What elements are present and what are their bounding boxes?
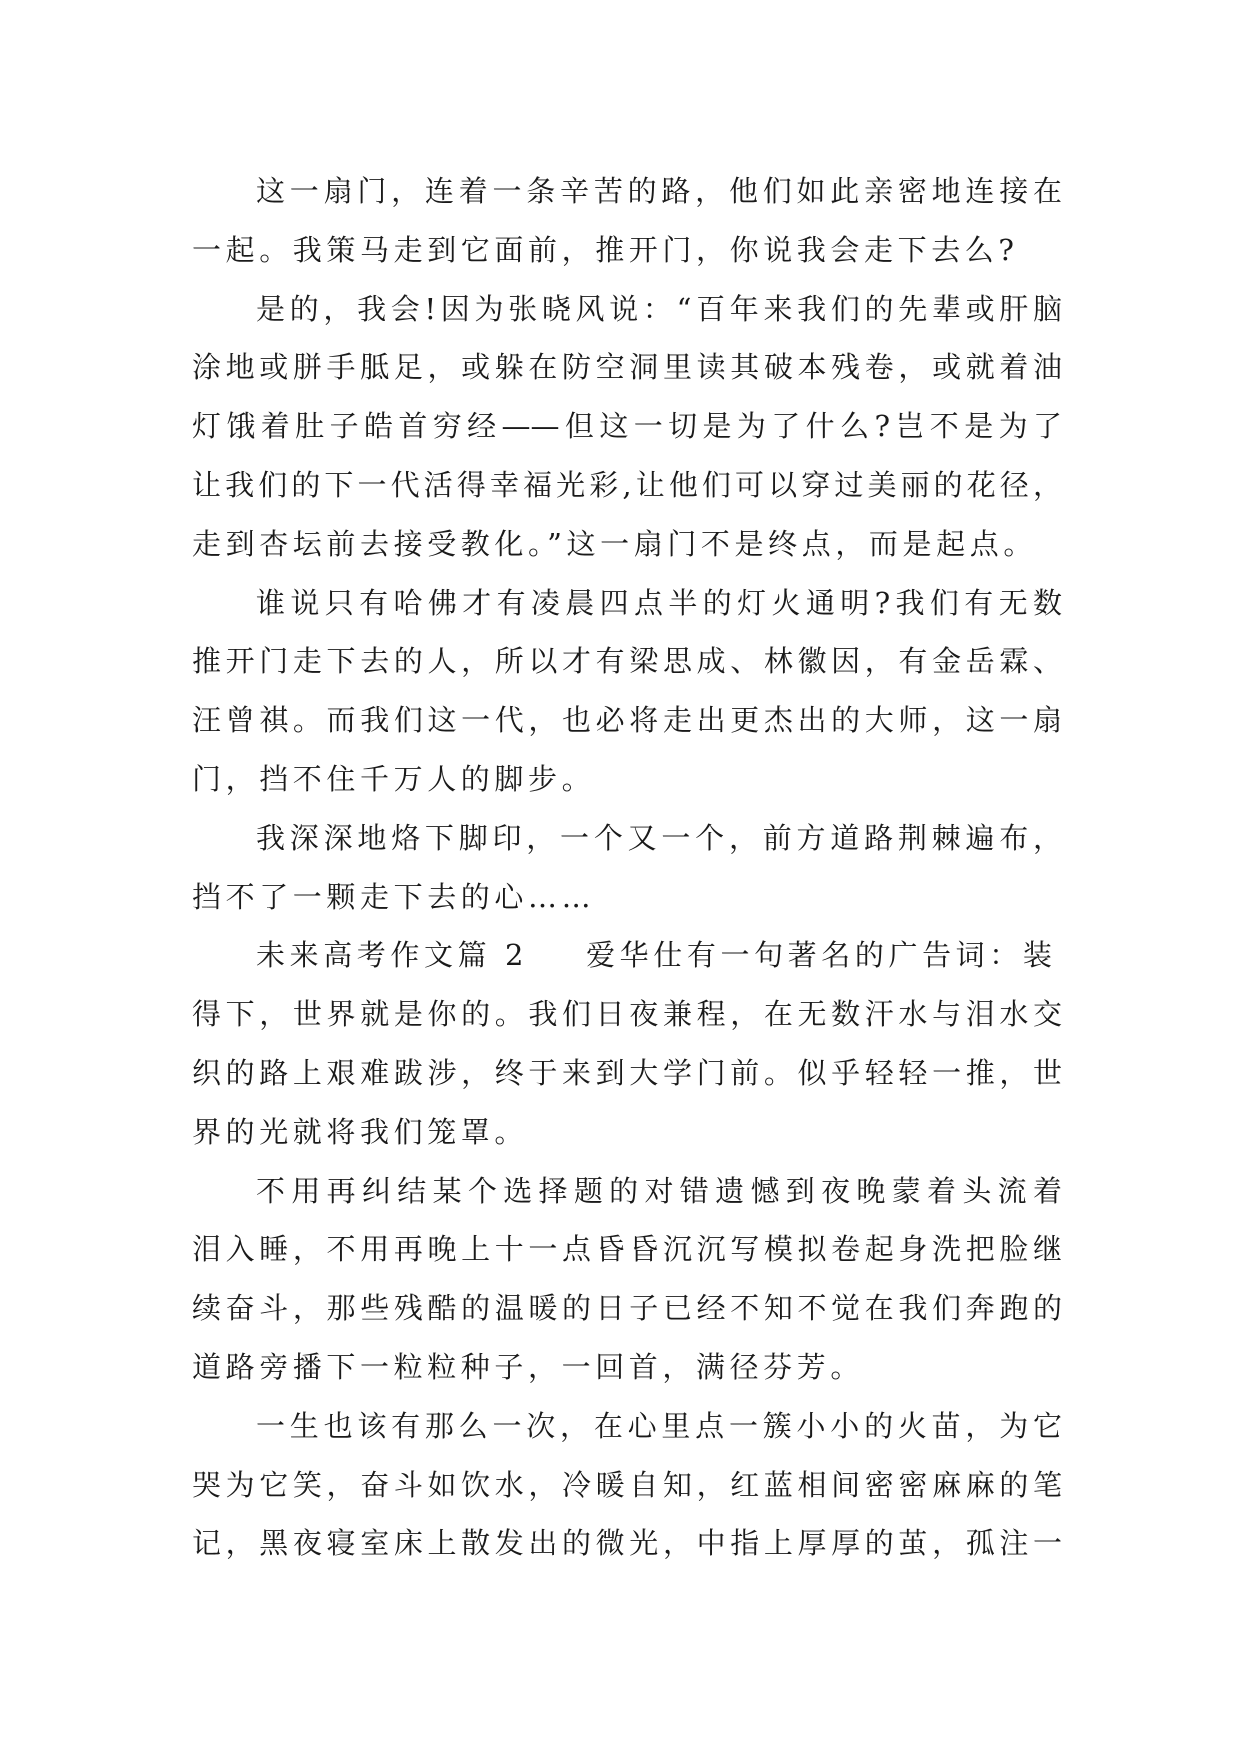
essay-body <box>192 162 1062 1573</box>
paragraph-line: 我深深地烙下脚印，一个又一个，前方道路荆棘遍布， <box>256 820 1062 855</box>
paragraph-line: 是的，我会!因为张晓风说：“百年来我们的先辈或肝脑 <box>256 291 1062 326</box>
paragraph-line: 界的光就将我们笼罩。 <box>192 1114 529 1149</box>
paragraph-line: 灯饿着肚子皓首穷经——但这一切是为了什么?岂不是为了 <box>192 409 1062 444</box>
paragraph-line: 走到杏坛前去接受教化。”这一扇门不是终点，而是起点。 <box>192 526 1037 561</box>
section-heading: 未来高考作文篇 2 <box>256 938 529 973</box>
paragraph-line: 让我们的下一代活得幸福光彩,让他们可以穿过美丽的花径， <box>192 467 1062 502</box>
paragraph-start: 爱华仕有一句著名的广告词：装 <box>586 938 1057 973</box>
paragraph-line: 涂地或胼手胝足，或躲在防空洞里读其破本残卷，或就着油 <box>192 350 1062 385</box>
paragraph-line: 挡不了一颗走下去的心…… <box>192 879 596 914</box>
paragraph-line: 不用再纠结某个选择题的对错遗憾到夜晚蒙着头流着 <box>256 1173 1062 1208</box>
paragraph-line: 一生也该有那么一次，在心里点一簇小小的火苗，为它 <box>256 1408 1062 1443</box>
paragraph-line: 推开门走下去的人，所以才有梁思成、林徽因，有金岳霖、 <box>192 644 1062 679</box>
paragraph-line: 这一扇门，连着一条辛苦的路，他们如此亲密地连接在 <box>256 174 1062 208</box>
paragraph-line: 续奋斗，那些残酷的温暖的日子已经不知不觉在我们奔跑的 <box>192 1291 1062 1326</box>
paragraph-line: 得下，世界就是你的。我们日夜兼程，在无数汗水与泪水交 <box>192 997 1062 1032</box>
paragraph-line: 道路旁播下一粒粒种子，一回首，满径芬芳。 <box>192 1349 865 1384</box>
paragraph-line: 记，黑夜寝室床上散发出的微光，中指上厚厚的茧，孤注一 <box>192 1526 1062 1561</box>
paragraph-line: 织的路上艰难跋涉，终于来到大学门前。似乎轻轻一推，世 <box>192 1055 1062 1090</box>
paragraph-line: 门，挡不住千万人的脚步。 <box>192 761 596 796</box>
paragraph-line: 泪入睡，不用再晚上十一点昏昏沉沉写模拟卷起身洗把脸继 <box>192 1232 1062 1267</box>
section-heading-line <box>192 926 1062 985</box>
paragraph-line: 哭为它笑，奋斗如饮水，冷暖自知，红蓝相间密密麻麻的笔 <box>192 1467 1062 1502</box>
paragraph-line: 汪曾祺。而我们这一代，也必将走出更杰出的大师，这一扇 <box>192 703 1062 738</box>
paragraph-line: 一起。我策马走到它面前，推开门，你说我会走下去么? <box>192 232 1019 267</box>
paragraph-line: 谁说只有哈佛才有凌晨四点半的灯火通明?我们有无数 <box>256 585 1062 620</box>
